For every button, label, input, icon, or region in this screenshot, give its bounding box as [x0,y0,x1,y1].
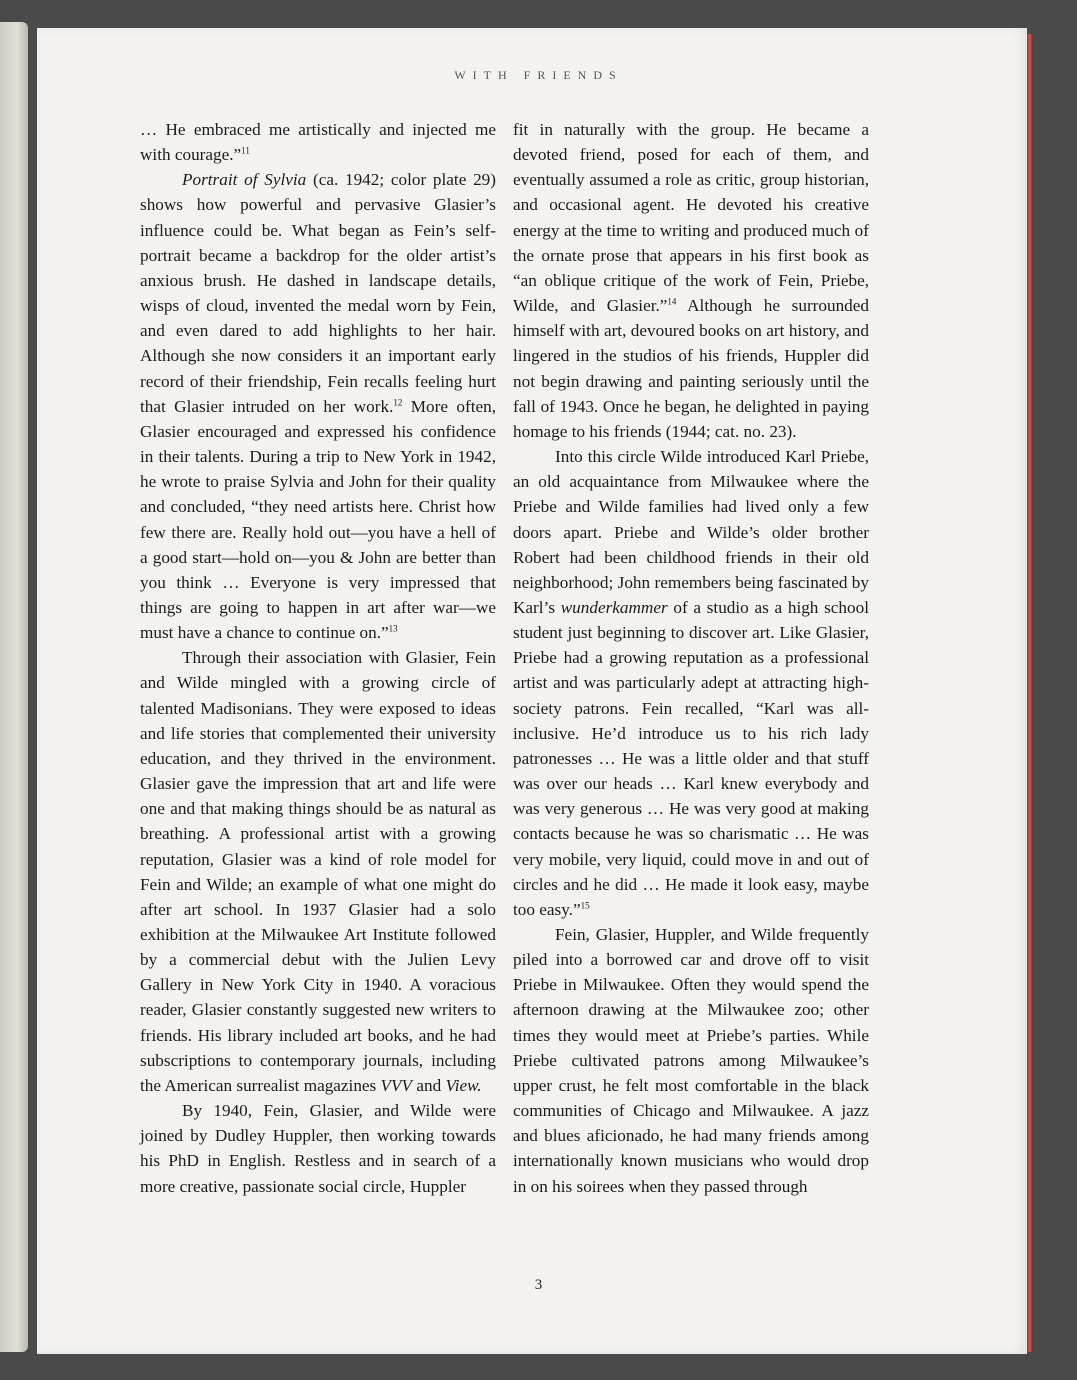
text-run: Into this circle Wilde introduced Karl Priebe, an old acquaintance from Milwaukee where the Priebe and Wilde families had lived only a few doors apart. Priebe and Wilde’s older brother Robert had been childhood friends in their old neighborhood; John remembers being fascinated by Karl’s [513,447,869,617]
text-run: More often, Glasier encouraged and expressed his confidence in their talents. During a trip to New York in 1942, he wrote to praise Sylvia and John for their quality and concluded, “they need artists here. Christ how few there are. Really hold out—you have a hell of a good start—hold on—you & John are better than you think … Everyone is very impressed that things are going to happen in art after war—we must have a chance to continue on.” [140,396,497,643]
left-text-column [140,117,496,1199]
footnote-ref: 15 [580,900,590,911]
adjacent-page-edge [0,22,28,1352]
text-run: … He embraced me artistically and injected me with courage.” [140,120,496,165]
text-run: By 1940, Fein, Glasier, and Wilde were joined by Dudley Huppler, then working towards his PhD in English. Restless and in search of a more creative, passionate social circle, Huppler [140,1101,496,1196]
paragraph [140,117,496,167]
artwork-title: Portrait of Sylvia [182,170,307,190]
paragraph [513,117,869,444]
text-run: of a studio as a high school student just beginning to discover art. Like Glasier, Priebe had a growing reputation as a professional artist and was particularly adept at attracting high-society patrons. Fein recalled, “Karl was all-inclusive. He’d introduce us to his rich lady patronesses … He was a little older and that stuff was over our heads … Karl knew everybody and was very generous … He was very good at making contacts because he was so charismatic … He was very mobile, very liquid, could move in and out of circles and he did … He made it look easy, maybe too easy.” [513,597,869,919]
running-head: WITH FRIENDS [454,68,623,82]
text-run: and [412,1075,446,1095]
text-run: Although he surrounded himself with art, devoured books on art history, and lingered in the studios of his friends, Huppler did not begin drawing and painting seriously until the fall of 1943. Once he began, he delighted in paying homage to his friends (1944; cat. no. 23). [513,296,869,441]
text-run: fit in naturally with the group. He became a devoted friend, posed for each of them, and eventually assumed a role as critic, group historian, and occasional agent. He devoted his creative energy at the time to writing and produced much of the ornate prose that appears in his first book as “an oblique critique of the work of Fein, Priebe, Wilde, and Glasier.” [513,120,869,316]
footnote-ref: 14 [667,296,677,307]
text-run: Fein, Glasier, Huppler, and Wilde frequently piled into a borrowed car and drove off to visit Priebe in Milwaukee. Often they would spend the afternoon drawing at the Milwaukee zoo; other times they would meet at Priebe’s parties. While Priebe cultivated patrons among Milwaukee’s upper crust, he felt most comfortable in the black communities of Chicago and Milwaukee. A jazz and blues aficionado, he had many friends among internationally known musicians who would drop in on his soirees when they passed through [513,925,869,1196]
paragraph [140,167,496,645]
right-text-column [513,117,869,1199]
footnote-ref: 13 [388,623,398,634]
italic-term: wunderkammer [560,597,668,617]
paragraph [140,645,496,1098]
footnote-ref: 11 [241,145,250,156]
footnote-ref: 12 [393,396,403,407]
text-run: Through their association with Glasier, Fein and Wilde mingled with a growing circle of talented Madisonians. They were exposed to ideas and life stories that complemented their university education, and they thrived in the environment. Glasier gave the impression that art and life were one and that making things should be as natural as breathing. A professional artist with a growing reputation, Glasier was a kind of role model for Fein and Wilde; an example of what one might do after art school. In 1937 Glasier had a solo exhibition at the Milwaukee Art Institute followed by a commercial debut with the Julien Levy Gallery in New York City in 1940. A voracious reader, Glasier constantly suggested new writers to friends. His library included art books, and he had subscriptions to contemporary journals, including the American surrealist magazines [140,648,496,1095]
magazine-title: View. [445,1075,482,1095]
text-run: (ca. 1942; color plate 29) shows how powerful and pervasive Glasier’s influence could be. What began as Fein’s self-portrait became a backdrop for the older artist’s anxious brush. He dashed in landscape details, wisps of cloud, invented the medal worn by Fein, and even dared to add highlights to her hair. Although she now considers it an important early record of their friendship, Fein recalls feeling hurt that Glasier intruded on her work. [140,170,496,416]
page-number: 3 [534,1277,543,1293]
paragraph [513,922,869,1199]
paragraph [140,1098,496,1199]
paragraph [513,444,869,922]
page-edge-binding [1027,34,1033,1352]
magazine-title: VVV [380,1075,413,1095]
